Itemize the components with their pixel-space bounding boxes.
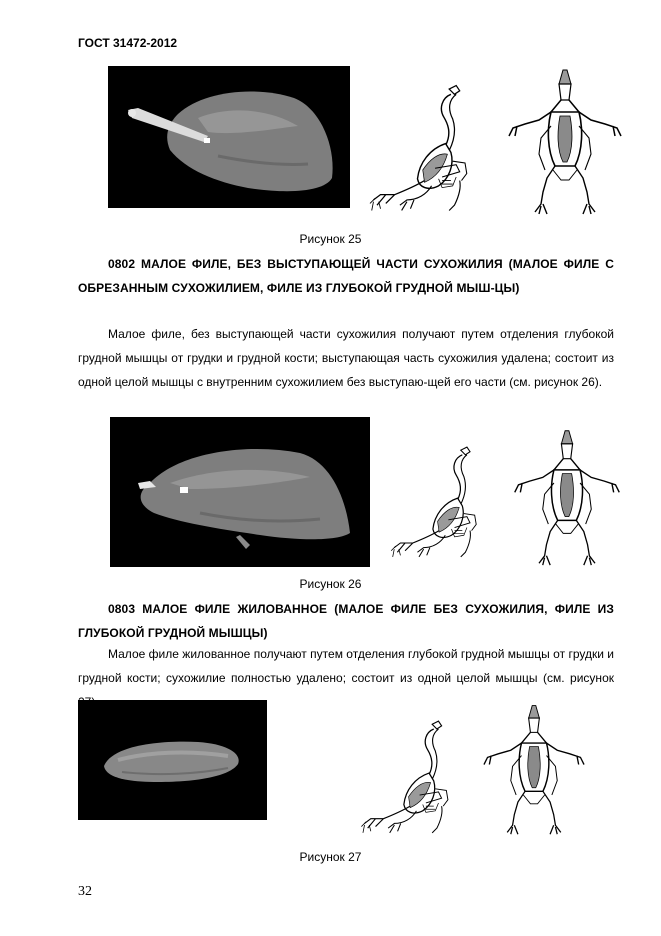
bird-skeleton-front-25 (505, 66, 625, 216)
section-0802-body: Малое филе, без выступающей части сухожилия получают путем отделения глубокой грудной мышцы от грудки и грудной кости; выступающая часть сухожилия удалена; состоит из одной целой мышцы с внутренним сухожилием без выступаю-щей его части (см. рисунок 26). (78, 327, 614, 389)
fillet-photo-25 (108, 66, 350, 208)
figure-25-caption: Рисунок 25 (299, 232, 362, 246)
fillet-photo-27 (78, 700, 267, 820)
page-number: 32 (78, 884, 92, 899)
bird-skeleton-front-27 (478, 702, 590, 836)
figure-26-caption: Рисунок 26 (299, 577, 362, 591)
document-header: ГОСТ 31472-2012 (78, 36, 178, 50)
figure-27-caption: Рисунок 27 (299, 850, 362, 864)
bird-skeleton-side-25 (355, 82, 487, 214)
bird-skeleton-side-26 (378, 444, 494, 560)
bird-skeleton-front-26 (508, 427, 626, 567)
fillet-photo-26 (110, 417, 370, 567)
section-0803-body: Малое филе жилованное получают путем отделения глубокой грудной мышцы от грудки и грудной кости; сухожилие полностью удалено; состоит из одной целой мышцы (см. рисунок (78, 647, 614, 685)
bird-skeleton-side-27 (348, 718, 466, 836)
section-0802-heading: 0802 МАЛОЕ ФИЛЕ, БЕЗ ВЫСТУПАЮЩЕЙ ЧАСТИ СУХОЖИЛИЯ (МАЛОЕ ФИЛЕ С ОБРЕЗАННЫМ СУХОЖИЛИЕМ, ФИЛЕ ИЗ ГЛУБОКОЙ ГРУДНОЙ МЫШ-ЦЫ) (78, 257, 614, 295)
section-0803-heading: 0803 МАЛОЕ ФИЛЕ ЖИЛОВАННОЕ (МАЛОЕ ФИЛЕ БЕЗ СУХОЖИЛИЯ, ФИЛЕ ИЗ ГЛУБОКОЙ ГРУДНОЙ МЫШЦЫ) (78, 602, 614, 640)
